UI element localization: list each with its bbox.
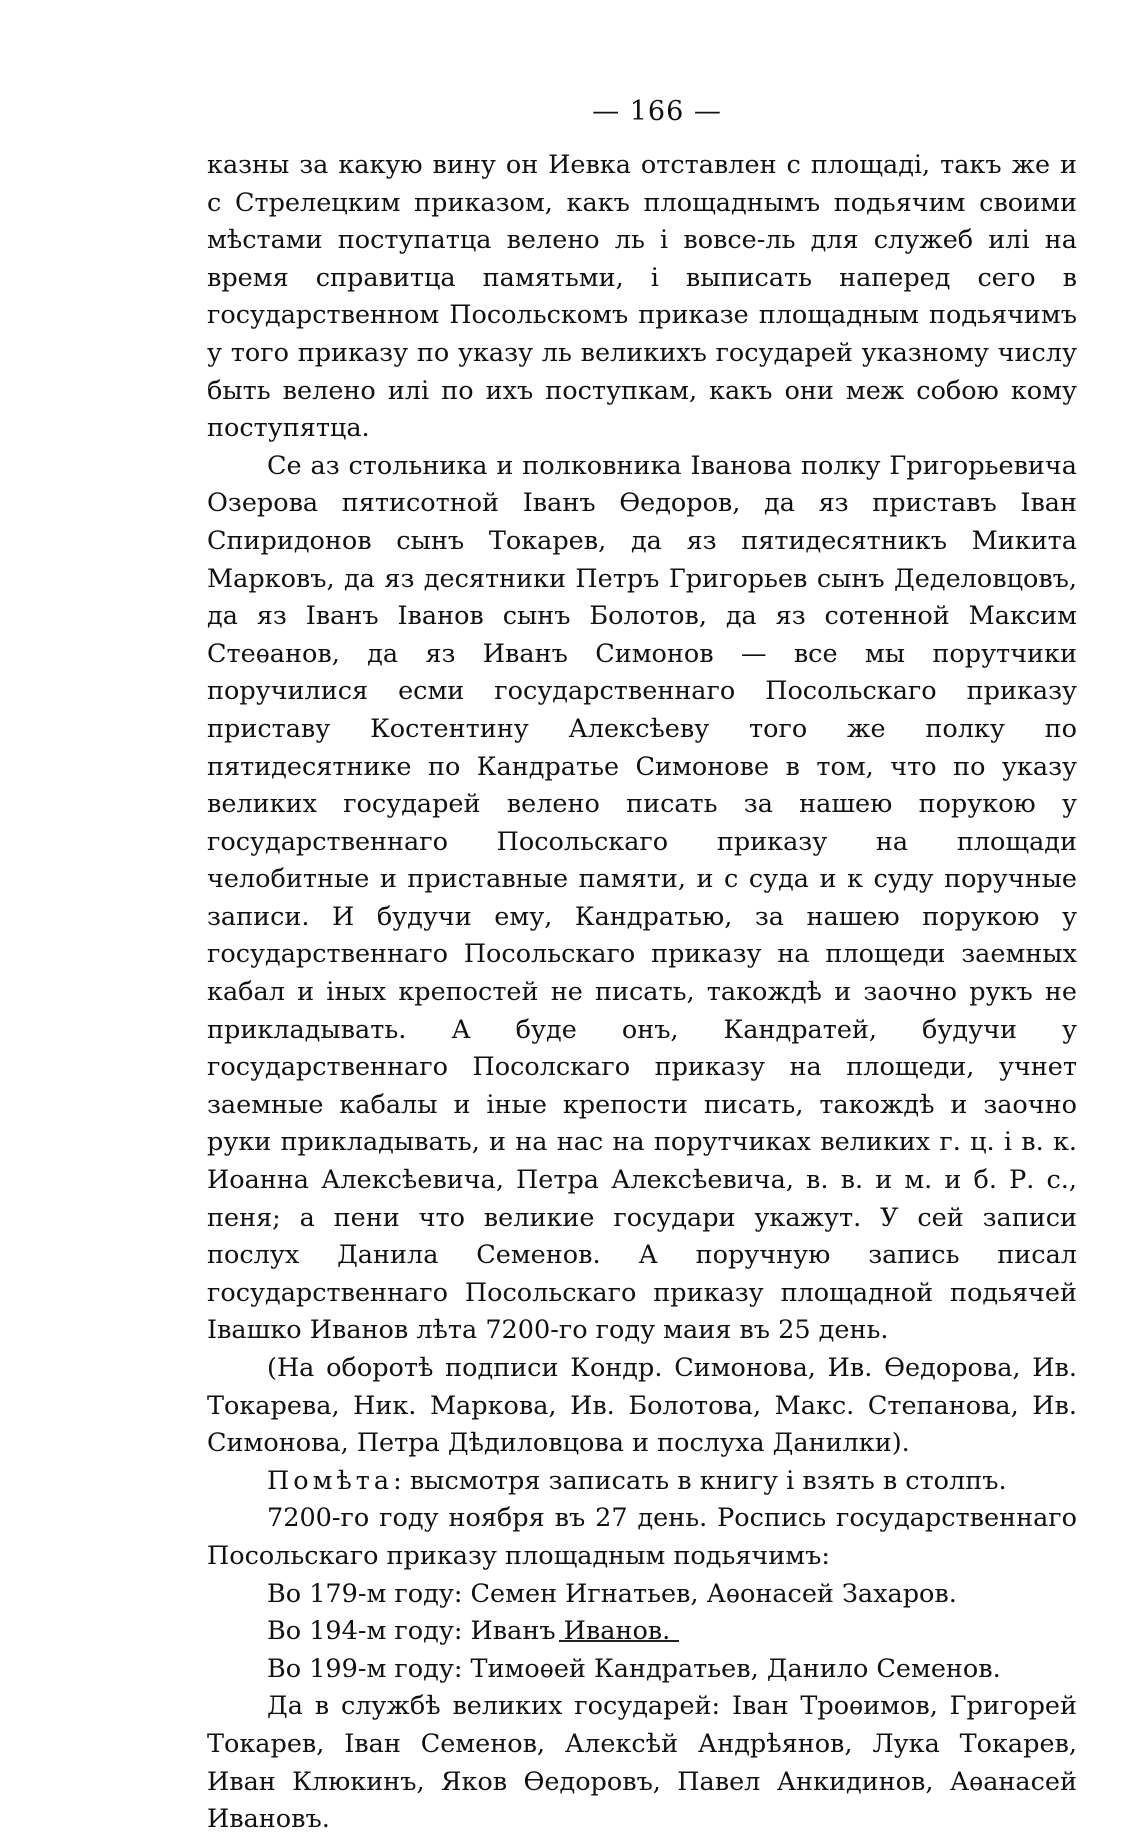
paragraph-pometa	[207, 1463, 1077, 1501]
paragraph-service: Да в службѣ великих государей: Іван Троѳимов, Григорей Токарев, Іван Семенов, Алексѣй Андрѣянов, Лука Токарев, Иван Клюкинъ, Яков Ѳедоровъ, Павел Анкидинов, Аѳанасей Ивановъ.	[207, 1691, 1077, 1835]
year-line: Во 179-м году: Семен Игнатьев, Аѳонасей Захаров.	[267, 1578, 957, 1609]
paragraph-rospis: 7200-го году ноября въ 27 день. Роспись государственнаго Посольскаго приказу площадным подьячимъ:	[207, 1503, 1077, 1571]
year-line: Во 194-м году: Иванъ Иванов.	[267, 1616, 671, 1647]
paragraph-continuation: казны за какую вину он Иевка отставлен с площаді, такъ же и с Стрелецким приказом, какъ площаднымъ подьячим своими мѣстами поступатца велено ль і вовсе-ль для служеб илі на время справитца памятьми, і выписать наперед сего в государственном Посольскомъ приказе площадным подьячимъ у того приказу по указу ль великихъ государей указному числу быть велено илі по ихъ поступкам, какъ они меж собою кому поступятца.	[207, 150, 1077, 444]
year-line: Во 199-м году: Тимоѳей Кандратьев, Данило Семенов.	[267, 1653, 1001, 1684]
end-rule	[559, 1640, 679, 1642]
paragraph-reverse-signatures: (На оборотѣ подписи Кондр. Симонова, Ив. Ѳедорова, Ив. Токарева, Ник. Маркова, Ив. Болотова, Макс. Степанова, Ив. Симонова, Петра Дѣдиловцова и послуха Данилки).	[207, 1353, 1077, 1459]
pometa-label: Помѣта	[267, 1465, 394, 1496]
paragraph-surety-record: Се аз стольника и полковника Іванова полку Григорьевича Озерова пятисотной Іванъ Ѳедоров, да яз приставъ Іван Спиридонов сынъ Токарев, да яз пятидесятникъ Микита Марковъ, да яз десятники Петръ Григорьев сынъ Деделовцовъ, да яз Іванъ Іванов сынъ Болотов, да яз сотенной Максим Стеѳанов, да яз Иванъ Симонов — все мы порутчики поручилися есми государственнаго Посольскаго приказу приставу Костентину Алексѣеву того же полку по пятидесятнике по Кандратье Симонове в том, что по указу великих государей велено писать за нашею порукою у государственнаго Посольскаго приказу на площади челобитные и приставные памяти, и с суда и к суду поручные записи. И будучи ему, Кандратью, за нашею порукою у государственнаго Посольскаго приказу на площеди заемных кабал и іных крепостей не писать, такождѣ и заочно рукъ не прикладывать. А буде онъ, Кандратей, будучи у государственнаго Посолскаго приказу на площеди, учнет заемные кабалы и іные крепости писать, такождѣ и заочно руки прикладывать, и на нас на порутчиках великих г. ц. і в. к. Иоанна Алексѣевича, Петра Алексѣевича, в. в. и м. и б. Р. с., пеня; а пени что великие государи укажут. У сей записи послух Данила Семенов. А поручную запись писал государственнаго Посольскаго приказу площадной подьячей Івашко Иванов лѣта 7200-го году маия въ 25 день.	[207, 450, 1077, 1346]
pometa-text: : высмотря записать в книгу і взять в столпъ.	[393, 1465, 1007, 1496]
document-page	[207, 96, 1077, 1839]
page-number: — 166 —	[592, 96, 722, 127]
